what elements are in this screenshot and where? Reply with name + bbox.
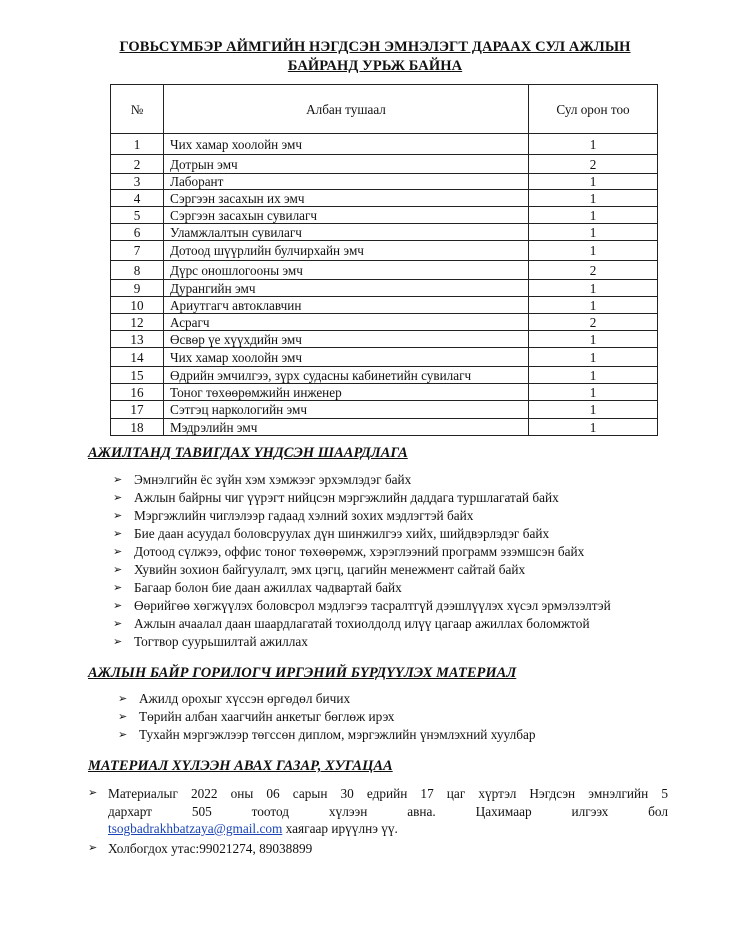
document-title xyxy=(90,38,660,76)
list-item-text: Бие даан асуудал боловсруулах дүн шинжилгээ хийх, шийдвэрлэдэг байх xyxy=(134,526,550,541)
list-item-text: Багаар болон бие даан ажиллах чадвартай байх xyxy=(134,580,402,595)
row-number: 13 xyxy=(111,331,164,348)
row-position: Чих хамар хоолойн эмч xyxy=(164,348,529,367)
list-item-text: Ажлын ачаалал даан шаардлагатай тохиолдолд илүү цагаар ажиллах боломжтой xyxy=(134,616,590,631)
bullet-arrow-icon: ➢ xyxy=(113,546,123,558)
table-row xyxy=(111,190,658,207)
table-row xyxy=(111,207,658,224)
bullet-arrow-icon: ➢ xyxy=(113,528,123,540)
table-row xyxy=(111,155,658,174)
title-line-2: БАЙРАНД УРЬЖ БАЙНА xyxy=(287,58,463,74)
row-number: 2 xyxy=(111,155,164,174)
contact-paragraph xyxy=(88,840,668,858)
bullet-arrow-icon: ➢ xyxy=(113,600,123,612)
list-item-text: Ажилд орохыг хүссэн өргөдөл бичих xyxy=(139,691,351,706)
row-vacancy-count: 2 xyxy=(529,155,658,174)
table-row xyxy=(111,280,658,297)
list-item-text: Тухайн мэргэжлээр төгссөн диплом, мэргэжлийн үнэмлэхний хуулбар xyxy=(139,727,536,742)
row-vacancy-count: 2 xyxy=(529,314,658,331)
title-line-1: ГОВЬСҮМБЭР АЙМГИЙН НЭГДСЭН ЭМНЭЛЭГТ ДАРААХ СУЛ АЖЛЫН xyxy=(119,39,631,55)
row-position: Уламжлалтын сувилагч xyxy=(164,224,529,241)
list-item xyxy=(113,726,536,744)
deadline-line-1: Материалыг 2022 оны 06 сарын 30 едрийн 17 цаг хүртэл Нэгдсэн эмнэлгийн 5 xyxy=(108,786,668,801)
row-vacancy-count: 1 xyxy=(529,331,658,348)
table-row xyxy=(111,134,658,155)
row-position: Дурангийн эмч xyxy=(164,280,529,297)
row-number: 3 xyxy=(111,174,164,190)
vacancy-table xyxy=(110,84,658,436)
contact-phone: Холбогдох утас:99021274, 89038899 xyxy=(108,841,313,856)
row-vacancy-count: 1 xyxy=(529,367,658,384)
table-header-row xyxy=(111,85,658,134)
table-row xyxy=(111,401,658,419)
email-link[interactable]: tsogbadrakhbatzaya@gmail.com xyxy=(108,821,283,836)
bullet-arrow-icon: ➢ xyxy=(88,842,98,854)
row-position: Сэргээн засахын их эмч xyxy=(164,190,529,207)
list-item xyxy=(113,690,536,708)
row-number: 16 xyxy=(111,384,164,401)
deadline-line-2: дархарт 505 тоотод хүлээн авна. Цахимаар илгээх бол xyxy=(108,803,668,819)
bullet-arrow-icon: ➢ xyxy=(88,787,98,799)
table-body xyxy=(111,134,658,436)
bullet-arrow-icon: ➢ xyxy=(113,582,123,594)
row-number: 17 xyxy=(111,401,164,419)
row-position: Чих хамар хоолойн эмч xyxy=(164,134,529,155)
row-vacancy-count: 1 xyxy=(529,207,658,224)
table-row xyxy=(111,261,658,280)
row-number: 9 xyxy=(111,280,164,297)
row-position: Мэдрэлийн эмч xyxy=(164,419,529,436)
materials-heading: АЖЛЫН БАЙР ГОРИЛОГЧ ИРГЭНИЙ БҮРДҮҮЛЭХ МАТЕРИАЛ xyxy=(88,665,517,681)
list-item-text: Тогтвор суурьшилтай ажиллах xyxy=(134,634,308,649)
bullet-arrow-icon: ➢ xyxy=(113,474,123,486)
row-position: Дотоод шүүрлийн булчирхайн эмч xyxy=(164,241,529,261)
bullet-arrow-icon: ➢ xyxy=(118,729,128,741)
row-position: Дотрын эмч xyxy=(164,155,529,174)
row-number: 5 xyxy=(111,207,164,224)
header-number: № xyxy=(111,85,164,134)
list-item xyxy=(108,579,611,597)
list-item xyxy=(108,561,611,579)
table-row xyxy=(111,224,658,241)
table-row xyxy=(111,419,658,436)
table-row xyxy=(111,241,658,261)
header-position: Албан тушаал xyxy=(164,85,529,134)
deadline-line-3: хаягаар ирүүлнэ үү. xyxy=(282,821,398,836)
bullet-arrow-icon: ➢ xyxy=(118,711,128,723)
bullet-arrow-icon: ➢ xyxy=(113,636,123,648)
row-position: Өсвөр үе хүүхдийн эмч xyxy=(164,331,529,348)
list-item xyxy=(108,633,611,651)
row-number: 14 xyxy=(111,348,164,367)
table-row xyxy=(111,348,658,367)
row-vacancy-count: 1 xyxy=(529,348,658,367)
list-item xyxy=(108,543,611,561)
row-vacancy-count: 1 xyxy=(529,297,658,314)
deadline-paragraph xyxy=(88,785,668,838)
list-item-text: Дотоод сүлжээ, оффис тоног төхөөрөмж, хэрэглээний программ эзэмшсэн байх xyxy=(134,544,585,559)
bullet-arrow-icon: ➢ xyxy=(113,618,123,630)
row-number: 15 xyxy=(111,367,164,384)
row-position: Ариутгагч автоклавчин xyxy=(164,297,529,314)
list-item xyxy=(108,525,611,543)
row-position: Тоног төхөөрөмжийн инженер xyxy=(164,384,529,401)
row-number: 10 xyxy=(111,297,164,314)
row-number: 12 xyxy=(111,314,164,331)
list-item xyxy=(108,507,611,525)
list-item-text: Ажлын байрны чиг үүрэгт нийцсэн мэргэжлийн даддага туршлагатай байх xyxy=(134,490,559,505)
list-item-text: Эмнэлгийн ёс зүйн хэм хэмжээг эрхэмлэдэг байх xyxy=(134,472,412,487)
row-vacancy-count: 2 xyxy=(529,261,658,280)
row-vacancy-count: 1 xyxy=(529,384,658,401)
deadline-heading: МАТЕРИАЛ ХҮЛЭЭН АВАХ ГАЗАР, ХУГАЦАА xyxy=(88,758,393,774)
table-row xyxy=(111,297,658,314)
list-item-text: Төрийн албан хаагчийн анкетыг бөглөж ирэх xyxy=(139,709,395,724)
header-vacancies: Сул орон тоо xyxy=(529,85,658,134)
requirements-list xyxy=(108,471,611,651)
row-position: Сэтгэц наркологийн эмч xyxy=(164,401,529,419)
row-position: Сэргээн засахын сувилагч xyxy=(164,207,529,224)
list-item xyxy=(108,471,611,489)
bullet-arrow-icon: ➢ xyxy=(113,510,123,522)
row-position: Асрагч xyxy=(164,314,529,331)
row-number: 4 xyxy=(111,190,164,207)
row-number: 6 xyxy=(111,224,164,241)
table-row xyxy=(111,331,658,348)
row-vacancy-count: 1 xyxy=(529,280,658,297)
list-item-text: Мэргэжлийн чиглэлээр гадаад хэлний зохих мэдлэгтэй байх xyxy=(134,508,474,523)
row-number: 18 xyxy=(111,419,164,436)
row-position: Лаборант xyxy=(164,174,529,190)
materials-list xyxy=(113,690,536,744)
row-number: 8 xyxy=(111,261,164,280)
row-vacancy-count: 1 xyxy=(529,134,658,155)
row-vacancy-count: 1 xyxy=(529,419,658,436)
list-item-text: Хувийн зохион байгуулалт, эмх цэгц, цагийн менежмент сайтай байх xyxy=(134,562,526,577)
row-vacancy-count: 1 xyxy=(529,190,658,207)
table-row xyxy=(111,314,658,331)
table-row xyxy=(111,367,658,384)
table-row xyxy=(111,384,658,401)
requirements-heading: АЖИЛТАНД ТАВИГДАХ ҮНДСЭН ШААРДЛАГА xyxy=(88,445,408,461)
row-vacancy-count: 1 xyxy=(529,224,658,241)
row-position: Өдрийн эмчилгээ, зүрх судасны кабинетийн сувилагч xyxy=(164,367,529,384)
table-row xyxy=(111,174,658,190)
row-vacancy-count: 1 xyxy=(529,241,658,261)
row-number: 1 xyxy=(111,134,164,155)
list-item xyxy=(108,489,611,507)
list-item xyxy=(113,708,536,726)
list-item xyxy=(108,615,611,633)
list-item-text: Өөрийгөө хөгжүүлэх боловсрол мэдлэгээ тасралтгүй дээшлүүлэх хүсэл эрмэлзэлтэй xyxy=(134,598,611,613)
row-number: 7 xyxy=(111,241,164,261)
list-item xyxy=(108,597,611,615)
bullet-arrow-icon: ➢ xyxy=(118,693,128,705)
row-vacancy-count: 1 xyxy=(529,401,658,419)
row-vacancy-count: 1 xyxy=(529,174,658,190)
row-position: Дүрс оношлогооны эмч xyxy=(164,261,529,280)
bullet-arrow-icon: ➢ xyxy=(113,492,123,504)
bullet-arrow-icon: ➢ xyxy=(113,564,123,576)
